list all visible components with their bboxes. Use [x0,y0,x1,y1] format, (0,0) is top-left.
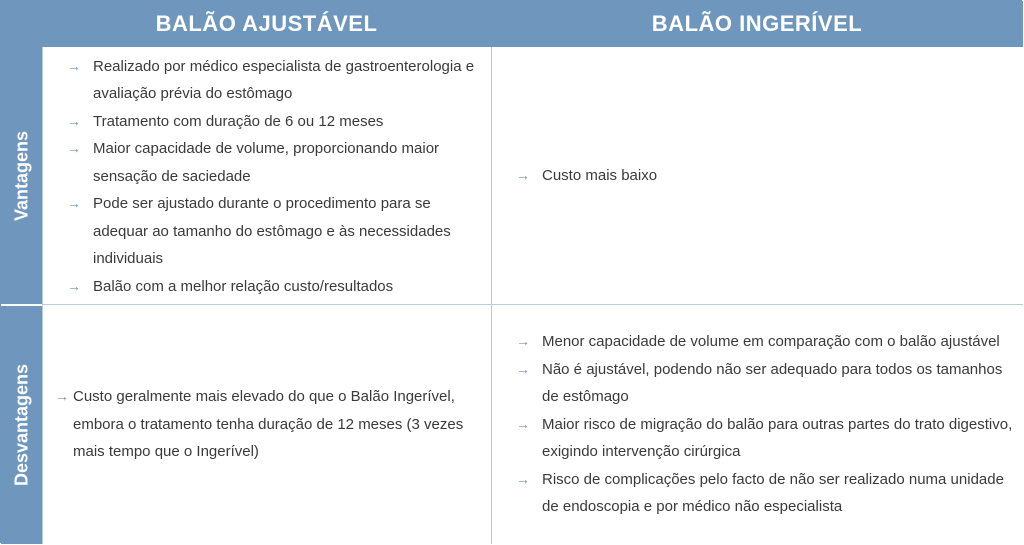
arrow-right-icon: → [516,415,530,432]
list-item [55,383,491,466]
arrow-right-icon: → [516,360,530,377]
cell-ingestible-disadvantages [491,304,1023,544]
arrow-right-icon: → [67,195,81,212]
list-item [55,273,491,301]
arrow-right-icon: → [516,166,530,183]
row-header-disadvantages [1,304,42,544]
column-header-ingestible: BALÃO INGERÍVEL [491,1,1023,47]
list-item-text: Risco de complicações pelo facto de não ser realizado numa unidade de endoscopia e por médico não especialista [542,470,1004,516]
list-item-text: Maior risco de migração do balão para outras partes do trato digestivo, exigindo intervenção cirúrgica [542,415,1013,461]
arrow-right-icon: → [516,333,530,350]
cell-ingestible-advantages [491,47,1023,304]
arrow-right-icon: → [67,140,81,157]
table-corner [1,1,42,47]
row-header-advantages-label: Vantagens [11,130,31,221]
list-item-text: Custo geralmente mais elevado do que o Balão Ingerível, embora o tratamento tenha duração de 12 meses (3 vezes mais tempo que o Ingerível) [73,388,464,461]
list-item [504,356,1023,411]
row-header-disadvantages-label: Desvantagens [11,363,31,487]
list-item [504,162,1023,190]
row-header-advantages [1,47,42,304]
list-item-text: Menor capacidade de volume em comparação com o balão ajustável [542,333,1000,351]
list-item-text: Não é ajustável, podendo não ser adequado para todos os tamanhos de estômago [542,360,1003,406]
list-item-text: Maior capacidade de volume, proporcionando maior sensação de saciedade [93,140,440,185]
list-item-text: Balão com a melhor relação custo/resultados [93,277,394,295]
list-item [504,328,1023,356]
arrow-right-icon: → [55,388,69,405]
list-item [55,135,491,190]
list-item-text: Custo mais baixo [542,166,658,184]
column-header-adjustable: BALÃO AJUSTÁVEL [42,1,491,47]
arrow-right-icon: → [67,112,81,129]
list-item-text: Realizado por médico especialista de gastroenterologia e avaliação prévia do estômago [93,57,475,103]
arrow-right-icon: → [67,57,81,74]
cell-adjustable-disadvantages [42,304,491,544]
list-item [504,411,1023,466]
list-item-text: Pode ser ajustado durante o procedimento para se adequar ao tamanho do estômago e às necessidades individuais [93,195,451,268]
list-item [55,53,491,108]
list-item-text: Tratamento com duração de 6 ou 12 meses [93,112,384,130]
arrow-right-icon: → [67,277,81,294]
arrow-right-icon: → [516,470,530,487]
list-item [55,108,491,136]
list-item [55,190,491,273]
list-item [504,466,1023,521]
cell-adjustable-advantages [42,47,491,304]
